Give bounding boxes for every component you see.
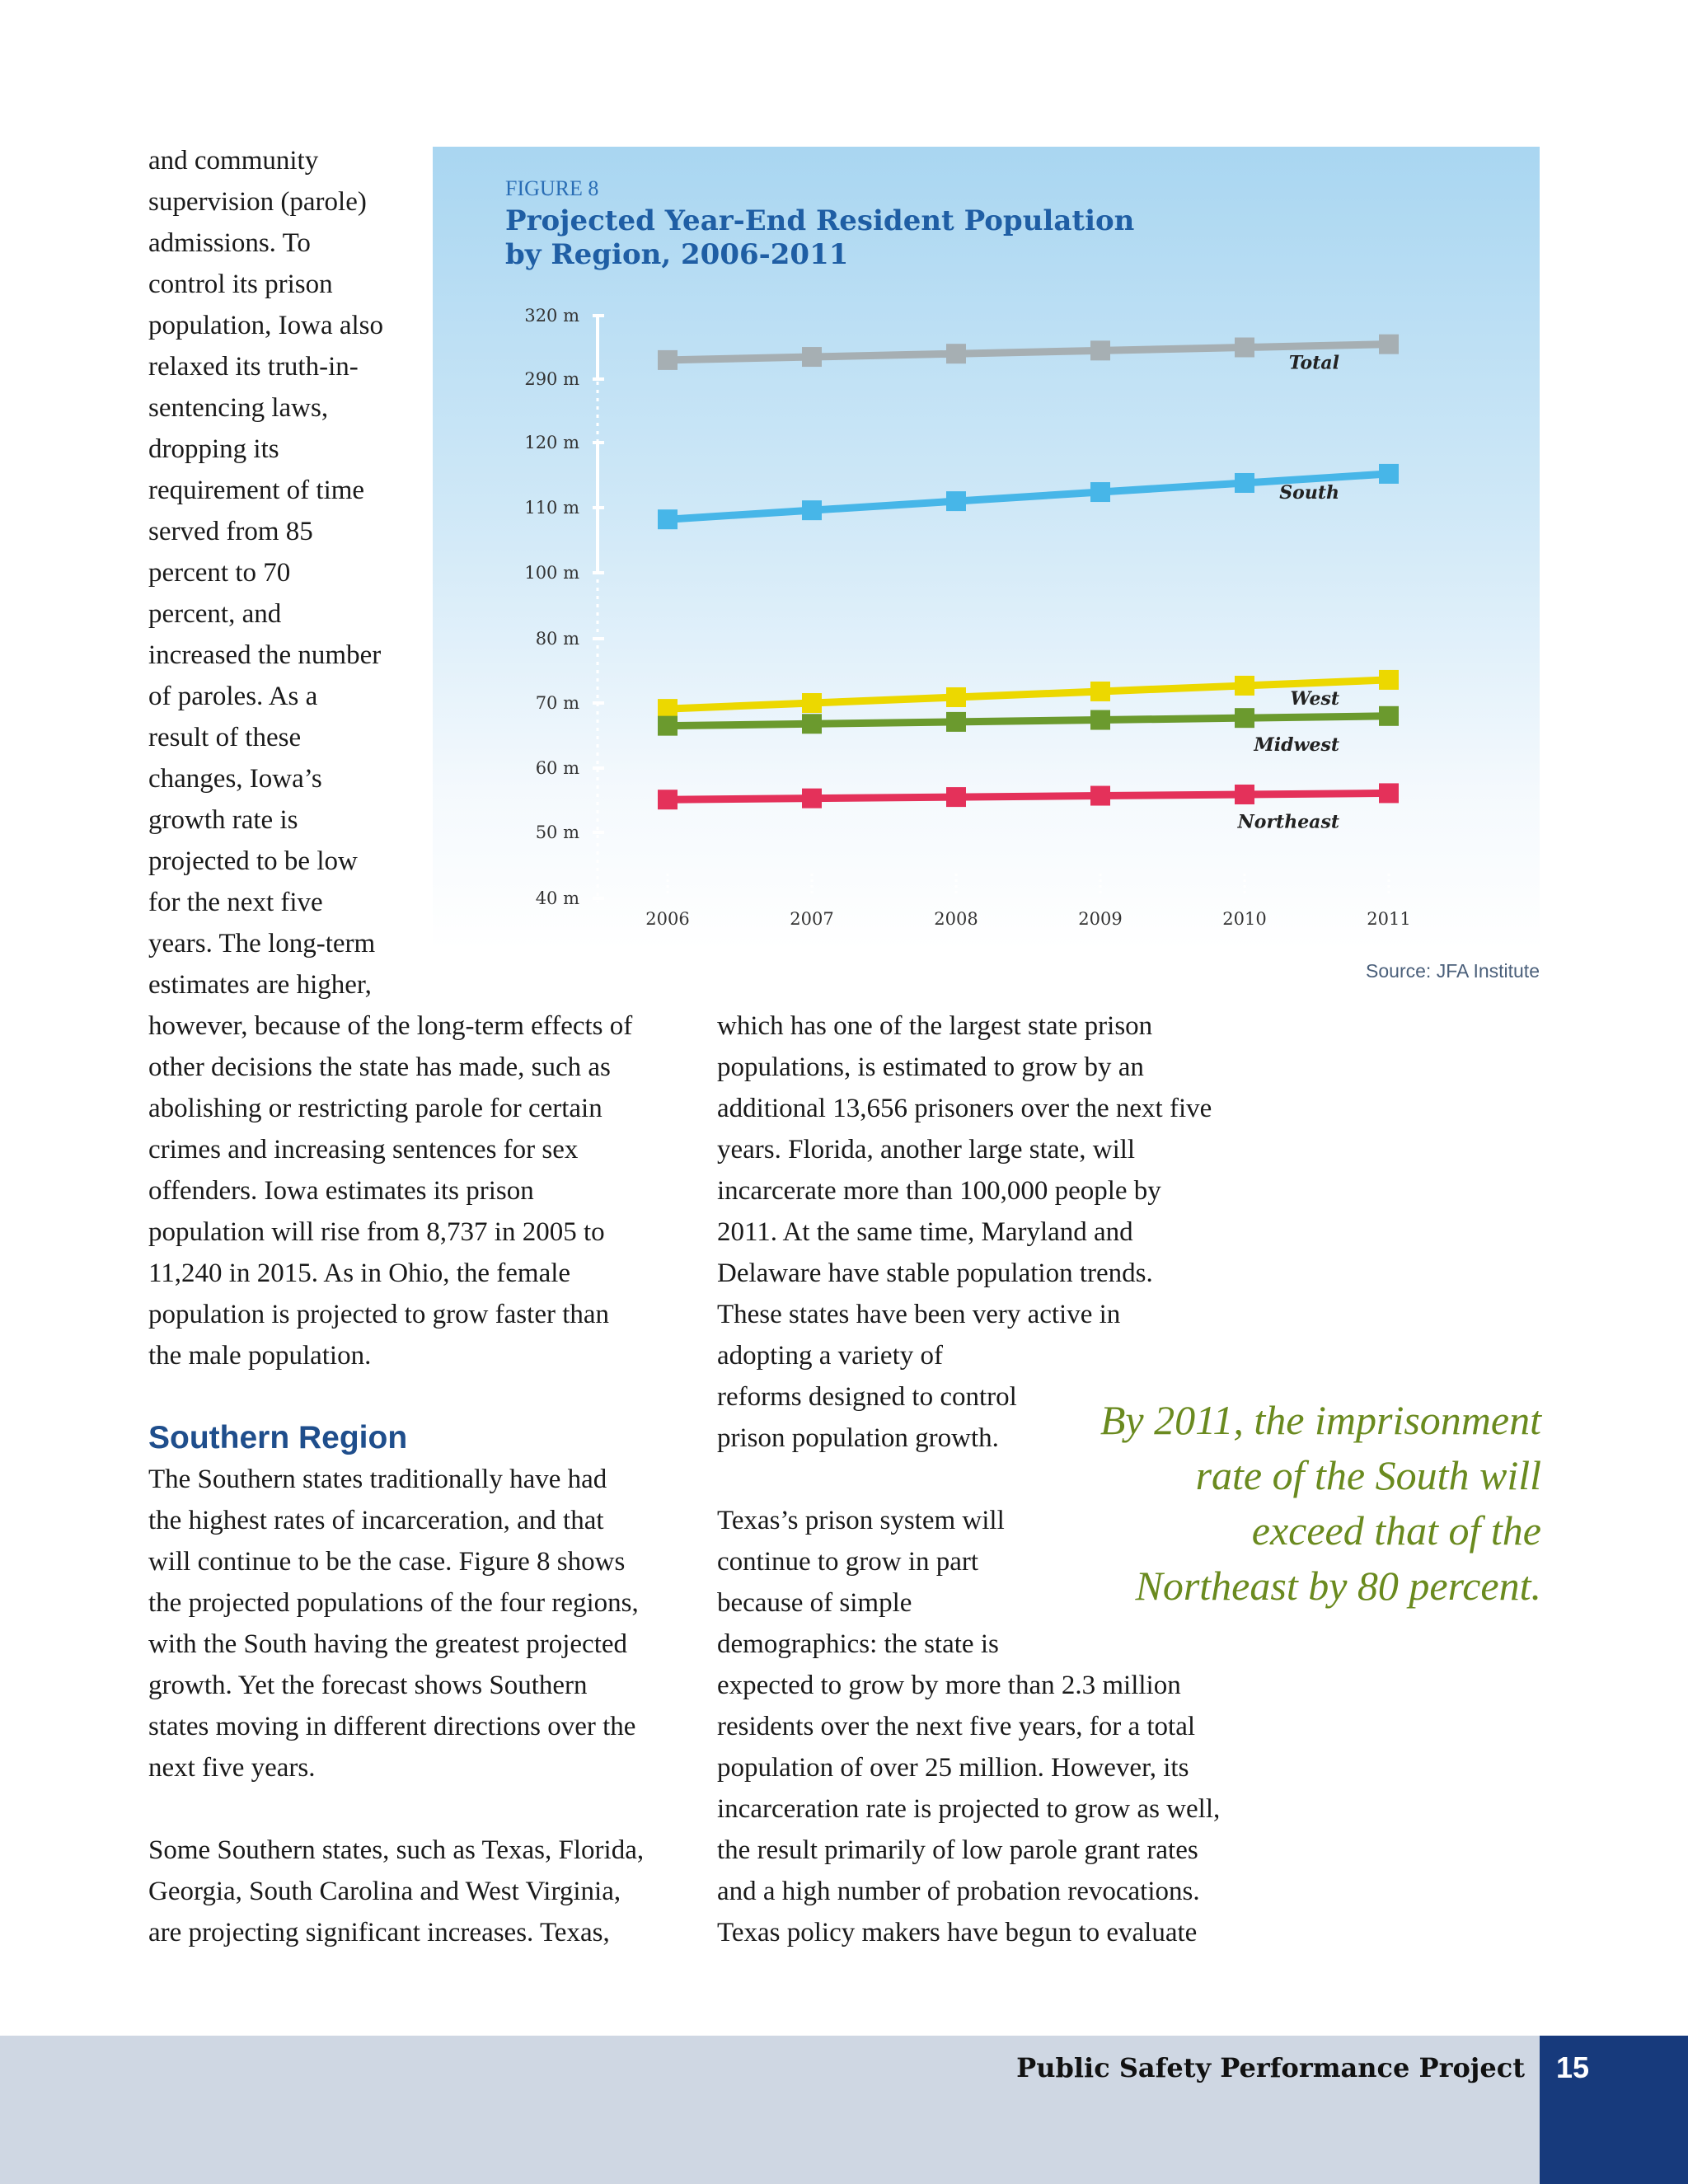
text-line: are projecting significant increases. Texas, [148,1918,610,1947]
series-label: West [1290,687,1339,710]
text-line: offenders. Iowa estimates its prison [148,1176,534,1206]
text-line: next five years. [148,1753,316,1783]
text-line: Texas policy makers have begun to evaluate [717,1918,1198,1947]
data-point [946,787,966,807]
text-line: which has one of the largest state prison [717,1011,1153,1041]
text-line: 11,240 in 2015. As in Ohio, the female [148,1258,571,1288]
text-line: crimes and increasing sentences for sex [148,1135,579,1165]
text-line: control its prison [148,269,333,299]
left-paragraph-3 [148,1830,692,1953]
data-point [802,500,822,520]
y-tick-label: 110 m [524,498,579,518]
data-point [946,712,966,732]
text-line: population of over 25 million. However, its [717,1753,1189,1783]
y-tick-label: 80 m [535,629,579,649]
text-line: supervision (parole) [148,187,367,217]
text-line: The Southern states traditionally have had [148,1465,607,1494]
y-tick-label: 50 m [535,823,579,842]
x-tick-label: 2007 [790,909,834,929]
text-line: Texas’s prison system will [717,1506,1005,1535]
x-tick-label: 2010 [1222,909,1267,929]
text-line: changes, Iowa’s [148,764,322,794]
text-line: continue to grow in part [717,1547,979,1577]
text-line: reforms designed to control [717,1382,1017,1412]
text-line: will continue to be the case. Figure 8 shows [148,1547,626,1577]
text-line: population is projected to grow faster than [148,1300,610,1329]
data-point [946,491,966,511]
left-paragraph-1 [148,1005,692,1376]
section-heading: Southern Region [148,1420,408,1455]
x-tick-label: 2009 [1078,909,1123,929]
text-line: population, Iowa also [148,311,384,340]
text-line: increased the number [148,640,382,670]
text-line: the result primarily of low parole grant rates [717,1835,1198,1865]
text-line: the male population. [148,1341,372,1371]
data-point [1235,676,1254,696]
text-line: dropping its [148,434,279,464]
data-point [946,687,966,707]
text-line: populations, is estimated to grow by an [717,1052,1144,1082]
text-line: and a high number of probation revocations. [717,1877,1200,1906]
data-point [1379,335,1399,354]
text-line: projected to be low [148,846,358,876]
text-line: for the next five [148,888,323,917]
data-point [1379,670,1399,690]
y-tick-label: 60 m [535,758,579,778]
x-tick-label: 2011 [1367,909,1411,929]
text-line: years. Florida, another large state, will [717,1135,1136,1165]
right-paragraph-1 [717,1005,1278,1459]
text-line: population will rise from 8,737 in 2005 to [148,1217,605,1247]
data-point [1090,710,1110,730]
page-number: 15 [1556,2050,1590,2084]
data-point [658,509,678,529]
text-line: abolishing or restricting parole for certain [148,1094,603,1123]
text-line: admissions. To [148,228,311,258]
text-line: served from 85 [148,517,313,546]
series-line-midwest [668,716,1389,726]
y-tick-label: 290 m [524,369,579,389]
x-tick-label: 2006 [645,909,690,929]
figure-label: FIGURE 8 [505,176,599,200]
text-line: because of simple [717,1588,912,1618]
data-point [1090,682,1110,701]
y-tick-label: 70 m [535,693,579,713]
data-point [802,789,822,808]
narrow-text-column [148,140,420,1005]
text-line: growth rate is [148,805,298,835]
data-point [1379,706,1399,726]
footer-title: Public Safety Performance Project [1016,2052,1525,2083]
data-point [658,716,678,736]
text-line: residents over the next five years, for a total [717,1712,1196,1741]
data-point [658,790,678,809]
text-line: the highest rates of incarceration, and that [148,1506,604,1535]
text-line: percent to 70 [148,558,291,588]
data-point [802,714,822,733]
left-paragraph-2 [148,1459,692,1788]
y-tick-label: 120 m [524,433,579,452]
text-line: 2011. At the same time, Maryland and [717,1217,1133,1247]
text-line: percent, and [148,599,282,629]
text-line: growth. Yet the forecast shows Southern [148,1671,588,1700]
text-line: result of these [148,723,302,752]
text-line: sentencing laws, [148,393,329,423]
text-line: requirement of time [148,476,365,505]
text-line: and community [148,146,319,176]
data-point [1235,785,1254,804]
x-tick-label: 2008 [934,909,978,929]
data-point [802,347,822,367]
left-text-column [148,1005,692,1953]
figure-8 [433,147,1540,950]
text-line: the projected populations of the four regions, [148,1588,639,1618]
text-line: states moving in different directions over the [148,1712,636,1741]
data-point [1090,482,1110,502]
series-line-total [668,344,1389,360]
y-tick-label: 40 m [535,888,579,908]
data-point [1379,464,1399,484]
text-line: other decisions the state has made, such as [148,1052,611,1082]
line-chart [433,147,1540,950]
y-tick-label: 320 m [524,306,579,326]
series-label: Midwest [1254,733,1339,756]
pull-quote: By 2011, the imprisonment rate of the South will exceed that of the Northeast by 80 percent. [1100,1397,1541,1609]
text-line: relaxed its truth-in- [148,352,359,382]
text-line: incarceration rate is projected to grow as well, [717,1794,1221,1824]
text-line: estimates are higher, [148,970,372,1000]
text-line: with the South having the greatest projected [148,1629,628,1659]
text-line: prison population growth. [717,1423,999,1453]
data-point [1379,783,1399,803]
text-line: Some Southern states, such as Texas, Florida, [148,1835,645,1865]
series-label: Total [1288,352,1339,374]
data-point [1090,340,1110,360]
data-point [1235,338,1254,358]
data-point [658,350,678,370]
series-label: Northeast [1237,811,1339,833]
text-line: however, because of the long-term effects of [148,1011,633,1041]
y-tick-label: 100 m [524,563,579,583]
figure-title-line-1: Projected Year-End Resident Population [505,204,1135,237]
figure-source: Source: JFA Institute [1366,960,1540,982]
series-line-northeast [668,793,1389,799]
text-line: incarcerate more than 100,000 people by [717,1176,1161,1206]
series-line-west [668,680,1389,709]
data-point [1235,708,1254,728]
data-point [946,344,966,363]
figure-title-line-2: by Region, 2006-2011 [505,238,849,271]
data-point [658,699,678,719]
text-line: These states have been very active in [717,1300,1121,1329]
text-line: demographics: the state is [717,1629,999,1659]
data-point [1235,473,1254,493]
text-line: additional 13,656 prisoners over the next five [717,1094,1212,1123]
text-line: Georgia, South Carolina and West Virginia, [148,1877,621,1906]
text-line: years. The long-term [148,929,376,958]
text-line: of paroles. As a [148,682,318,711]
data-point [802,693,822,713]
text-line: adopting a variety of [717,1341,943,1371]
series-label: South [1279,481,1339,504]
data-point [1090,786,1110,806]
text-line: Delaware have stable population trends. [717,1258,1153,1288]
text-line: expected to grow by more than 2.3 million [717,1671,1181,1700]
